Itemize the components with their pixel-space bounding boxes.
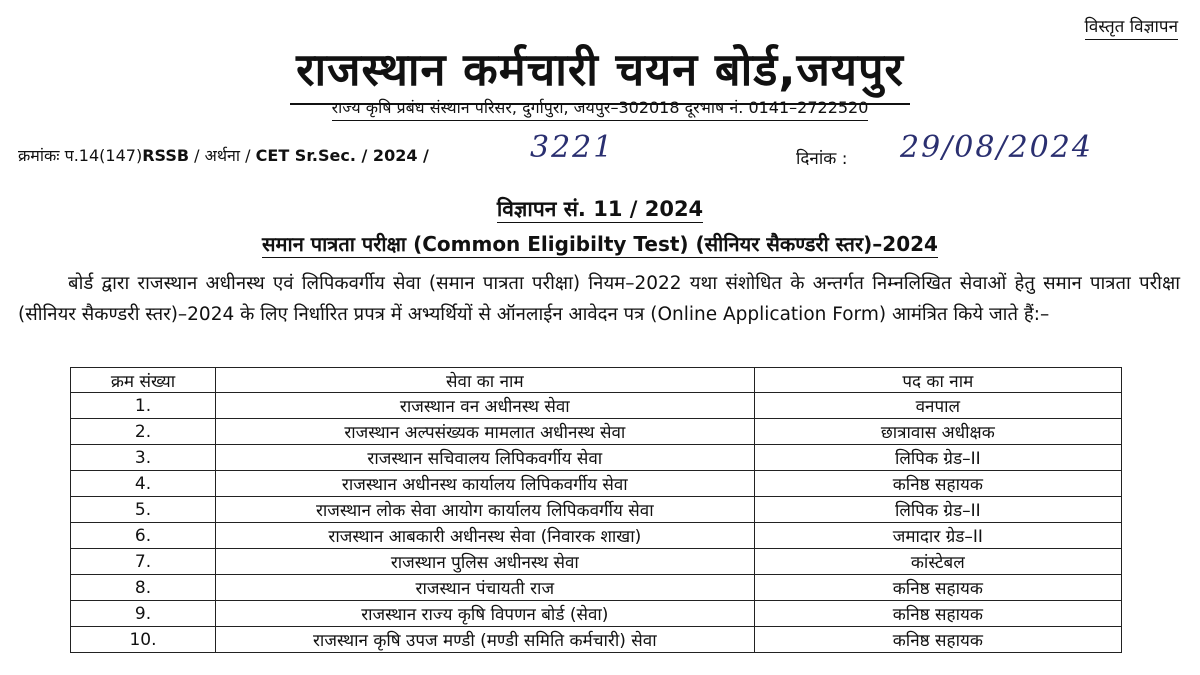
post-name: कांस्टेबल (754, 549, 1121, 575)
table-row (71, 549, 1122, 575)
board-title (0, 38, 1200, 105)
header-serial-number: क्रम संख्या (71, 368, 216, 393)
handwritten-reference-number: 3221 (530, 130, 615, 165)
service-name: राजस्थान राज्य कृषि विपणन बोर्ड (सेवा) (216, 601, 755, 627)
post-name: कनिष्ठ सहायक (754, 627, 1121, 653)
table-row (71, 627, 1122, 653)
header-post-name: पद का नाम (754, 368, 1121, 393)
intro-paragraph: बोर्ड द्वारा राजस्थान अधीनस्थ एवं लिपिकवर्गीय सेवा (समान पात्रता परीक्षा) नियम–2022 यथा संशोधित के अन्तर्गत निम्नलिखित सेवाओं हेतु समान पात्रता परीक्षा (सीनियर सैकण्डरी स्तर)–2024 के लिए निर्धारित प्रपत्र में अभ्यर्थियों से ऑनलाईन आवेदन पत्र (Online Application Form) आमंत्रित किये जाते हैं:– (18, 273, 1180, 325)
reference-part-d: CET Sr.Sec. / 2024 / (255, 146, 429, 165)
table-row (71, 419, 1122, 445)
header-service-name: सेवा का नाम (216, 368, 755, 393)
post-name: कनिष्ठ सहायक (754, 575, 1121, 601)
exam-title (0, 230, 1200, 257)
service-name: राजस्थान पुलिस अधीनस्थ सेवा (216, 549, 755, 575)
board-address (0, 96, 1200, 121)
post-name: लिपिक ग्रेड–II (754, 445, 1121, 471)
advertisement-number-text: विज्ञापन सं. 11 / 2024 (496, 197, 704, 221)
service-name: राजस्थान अल्पसंख्यक मामलात अधीनस्थ सेवा (216, 419, 755, 445)
detailed-advertisement-label: विस्तृत विज्ञापन (1085, 14, 1179, 40)
serial-number: 1. (71, 393, 216, 419)
handwritten-date: 29/08/2024 (900, 130, 1093, 165)
serial-number: 5. (71, 497, 216, 523)
service-name: राजस्थान कृषि उपज मण्डी (मण्डी समिति कर्मचारी) सेवा (216, 627, 755, 653)
service-name: राजस्थान पंचायती राज (216, 575, 755, 601)
exam-title-text: समान पात्रता परीक्षा (Common Eligibilty Test) (सीनियर सैकण्डरी स्तर)–2024 (262, 232, 938, 256)
table-row (71, 445, 1122, 471)
service-name: राजस्थान लोक सेवा आयोग कार्यालय लिपिकवर्गीय सेवा (216, 497, 755, 523)
table-row (71, 601, 1122, 627)
post-name: जमादार ग्रेड–II (754, 523, 1121, 549)
table-row (71, 575, 1122, 601)
post-name: कनिष्ठ सहायक (754, 471, 1121, 497)
service-name: राजस्थान अधीनस्थ कार्यालय लिपिकवर्गीय सेवा (216, 471, 755, 497)
post-name: वनपाल (754, 393, 1121, 419)
service-name: राजस्थान वन अधीनस्थ सेवा (216, 393, 755, 419)
services-posts-table (70, 367, 1122, 653)
serial-number: 3. (71, 445, 216, 471)
board-address-text: राज्य कृषि प्रबंध संस्थान परिसर, दुर्गापुरा, जयपुर–302018 दूरभाष नं. 0141–2722520 (332, 96, 869, 121)
table-row (71, 471, 1122, 497)
table-header-row (71, 368, 1122, 393)
reference-label: क्रमांकः (18, 146, 60, 165)
reference-part-c: / अर्थना / (189, 146, 256, 165)
table-row (71, 497, 1122, 523)
table-row (71, 523, 1122, 549)
date-label: दिनांक : (796, 149, 848, 169)
service-name: राजस्थान आबकारी अधीनस्थ सेवा (निवारक शाखा) (216, 523, 755, 549)
post-name: लिपिक ग्रेड–II (754, 497, 1121, 523)
serial-number: 7. (71, 549, 216, 575)
serial-number: 2. (71, 419, 216, 445)
reference-number (18, 144, 429, 166)
service-name: राजस्थान सचिवालय लिपिकवर्गीय सेवा (216, 445, 755, 471)
post-name: छात्रावास अधीक्षक (754, 419, 1121, 445)
serial-number: 9. (71, 601, 216, 627)
reference-part-a: प.14(147) (64, 146, 143, 165)
serial-number: 8. (71, 575, 216, 601)
reference-part-b: RSSB (142, 146, 190, 165)
serial-number: 4. (71, 471, 216, 497)
post-name: कनिष्ठ सहायक (754, 601, 1121, 627)
table-row (71, 393, 1122, 419)
serial-number: 6. (71, 523, 216, 549)
serial-number: 10. (71, 627, 216, 653)
advertisement-number (0, 195, 1200, 223)
board-title-text: राजस्थान कर्मचारी चयन बोर्ड,जयपुर (290, 38, 910, 105)
